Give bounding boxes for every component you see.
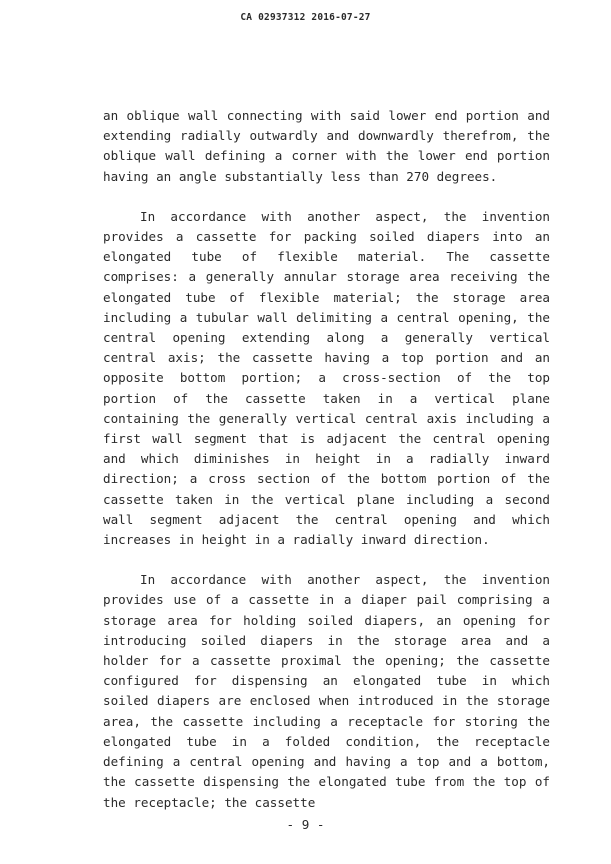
- paragraph-cassette-aspect: In accordance with another aspect, the invention provides a cassette for packing soiled diapers into an elongated tube of flexible material. The cassette comprises: a generally annular storage area receiving the elongated tube of flexible material; the storage area including a tubular wall delimiting a central opening, the central opening extending along a generally vertical central axis; the cassette having a top portion and an opposite bottom portion; a cross-section of the top portion of the cassette taken in a vertical plane containing the generally vertical central axis including a first wall segment that is adjacent the central opening and which diminishes in height in a radially inward direction; a cross section of the bottom portion of the cassette taken in the vertical plane including a second wall segment adjacent the central opening and which increases in height in a radially inward direction.: [103, 208, 550, 548]
- paragraph-continuation: an oblique wall connecting with said lower end portion and extending radially outwardly and downwardly therefrom, the oblique wall defining a corner with the lower end portion having an angle substantially less than 270 degrees.: [103, 108, 550, 184]
- document-body: [103, 106, 550, 813]
- document-header: CA 02937312 2016-07-27: [240, 12, 371, 23]
- page-number: - 9 -: [286, 817, 325, 832]
- paragraph-use-aspect: In accordance with another aspect, the invention provides use of a cassette in a diaper pail comprising a storage area for holding soiled diapers, an opening for introducing soiled diapers in the storage area and a holder for a cassette proximal the opening; the cassette configured for dispensing an elongated tube in which soiled diapers are enclosed when introduced in the storage area, the cassette including a receptacle for storing the elongated tube in a folded condition, the receptacle defining a central opening and having a top and a bottom, the cassette dispensing the elongated tube from the top of the receptacle; the cassette: [103, 572, 550, 810]
